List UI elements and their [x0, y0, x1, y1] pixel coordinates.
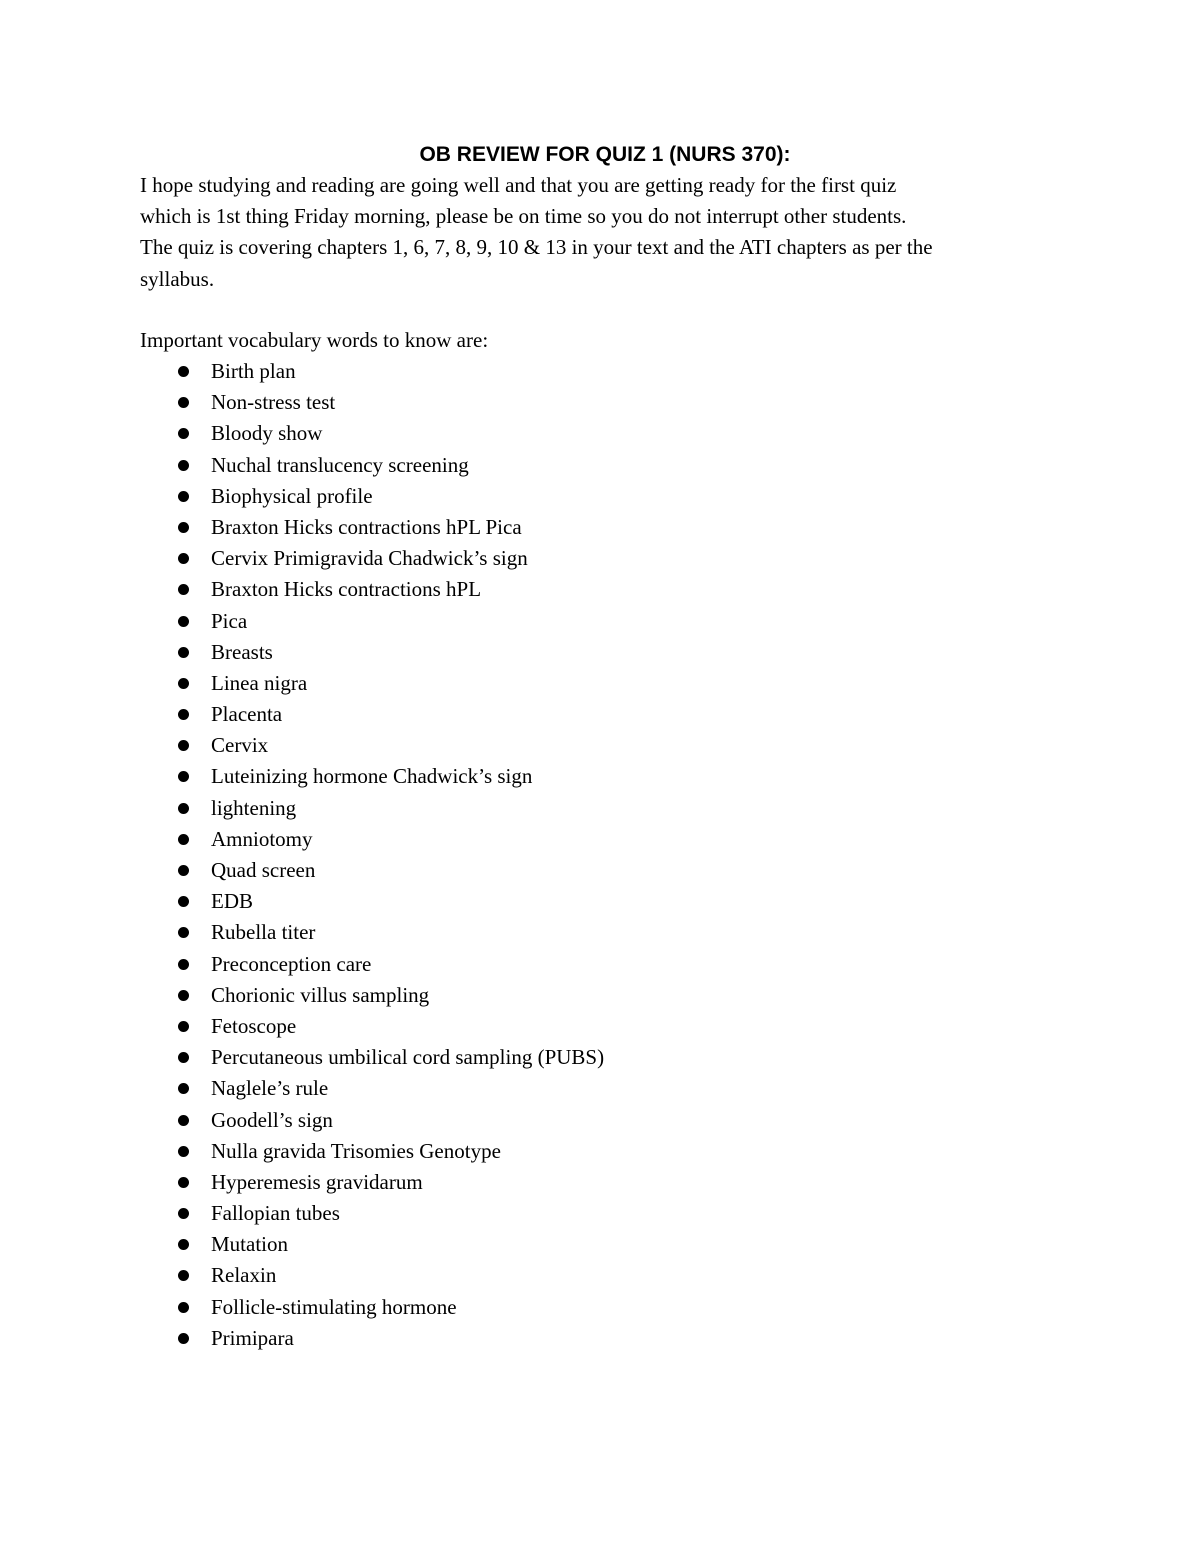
bullet-icon [178, 522, 189, 533]
vocab-item-label: Cervix Primigravida Chadwick’s sign [211, 546, 528, 571]
bullet-icon [178, 1333, 189, 1344]
vocab-item-label: Cervix [211, 733, 269, 758]
vocab-item-label: Naglele’s rule [211, 1076, 329, 1101]
vocab-item-label: Primipara [211, 1325, 294, 1350]
vocab-item-label: Braxton Hicks contractions hPL [211, 577, 482, 602]
bullet-icon [178, 491, 189, 502]
vocab-item-label: Breasts [211, 639, 273, 664]
bullet-icon [178, 1208, 189, 1219]
vocab-item-label: Luteinizing hormone Chadwick’s sign [211, 764, 533, 789]
vocab-item-label: Fallopian tubes [211, 1201, 340, 1226]
bullet-icon [178, 1052, 189, 1063]
vocab-item-label: Follicle-stimulating hormone [211, 1294, 457, 1319]
bullet-icon [178, 460, 189, 471]
vocab-item-label: Pica [211, 608, 248, 633]
vocab-item-label: Braxton Hicks contractions hPL Pica [211, 514, 522, 539]
bullet-icon [178, 1177, 189, 1188]
vocab-item-label: Percutaneous umbilical cord sampling (PUBS) [211, 1045, 605, 1070]
vocab-item-label: Birth plan [211, 359, 296, 383]
bullet-icon [178, 678, 189, 689]
bullet-icon [178, 1083, 189, 1094]
vocab-item-label: Rubella titer [211, 920, 316, 945]
vocab-item-label: Linea nigra [211, 670, 308, 695]
vocab-item-label: Hyperemesis gravidarum [211, 1169, 423, 1194]
bullet-icon [178, 553, 189, 564]
vocab-item-label: EDB [211, 889, 253, 914]
bullet-icon [178, 1270, 189, 1281]
vocab-item-label: Relaxin [211, 1263, 277, 1288]
bullet-icon [178, 709, 189, 720]
bullet-icon [178, 1115, 189, 1126]
vocab-item-label: Chorionic villus sampling [211, 982, 430, 1007]
bullet-icon [178, 927, 189, 938]
vocab-item-label: Fetoscope [211, 1013, 297, 1038]
bullet-icon [178, 1239, 189, 1250]
bullet-icon [178, 1146, 189, 1157]
vocab-item-label: Bloody show [211, 421, 323, 446]
vocab-item-label: Nuchal translucency screening [211, 452, 469, 477]
vocab-item-label: Mutation [211, 1232, 288, 1257]
bullet-icon [178, 771, 189, 782]
bullet-icon [178, 428, 189, 439]
bullet-icon [178, 834, 189, 845]
bullet-icon [178, 584, 189, 595]
intro-line: The quiz is covering chapters 1, 6, 7, 8, 9, 10 & 13 in your text and the ATI chapters as per the [140, 235, 933, 260]
vocab-item-label: Preconception care [211, 951, 372, 976]
vocab-item-label: Nulla gravida Trisomies Genotype [211, 1138, 501, 1163]
intro-line: syllabus. [140, 266, 215, 291]
intro-paragraph [140, 170, 1060, 295]
bullet-icon [178, 865, 189, 876]
bullet-icon [178, 803, 189, 814]
bullet-icon [178, 740, 189, 751]
bullet-icon [178, 397, 189, 408]
bullet-icon [178, 647, 189, 658]
vocab-item-label: Quad screen [211, 858, 316, 882]
bullet-icon [178, 896, 189, 907]
document-title: OB REVIEW FOR QUIZ 1 (NURS 370): [419, 143, 791, 166]
bullet-icon [178, 616, 189, 627]
bullet-icon [178, 959, 189, 970]
vocab-item-label: Biophysical profile [211, 483, 373, 508]
intro-line: which is 1st thing Friday morning, please be on time so you do not interrupt other students. [140, 204, 907, 229]
vocab-item-label: Amniotomy [211, 826, 313, 851]
vocab-heading: Important vocabulary words to know are: [140, 328, 489, 352]
vocab-item-label: Goodell’s sign [211, 1107, 333, 1132]
vocab-item-label: lightening [211, 795, 297, 820]
bullet-icon [178, 1302, 189, 1313]
intro-line: I hope studying and reading are going well and that you are getting ready for the first quiz [140, 173, 897, 197]
bullet-icon [178, 990, 189, 1001]
vocab-item-label: Non-stress test [211, 390, 336, 415]
bullet-icon [178, 366, 189, 377]
vocab-item-label: Placenta [211, 702, 283, 727]
bullet-icon [178, 1021, 189, 1032]
